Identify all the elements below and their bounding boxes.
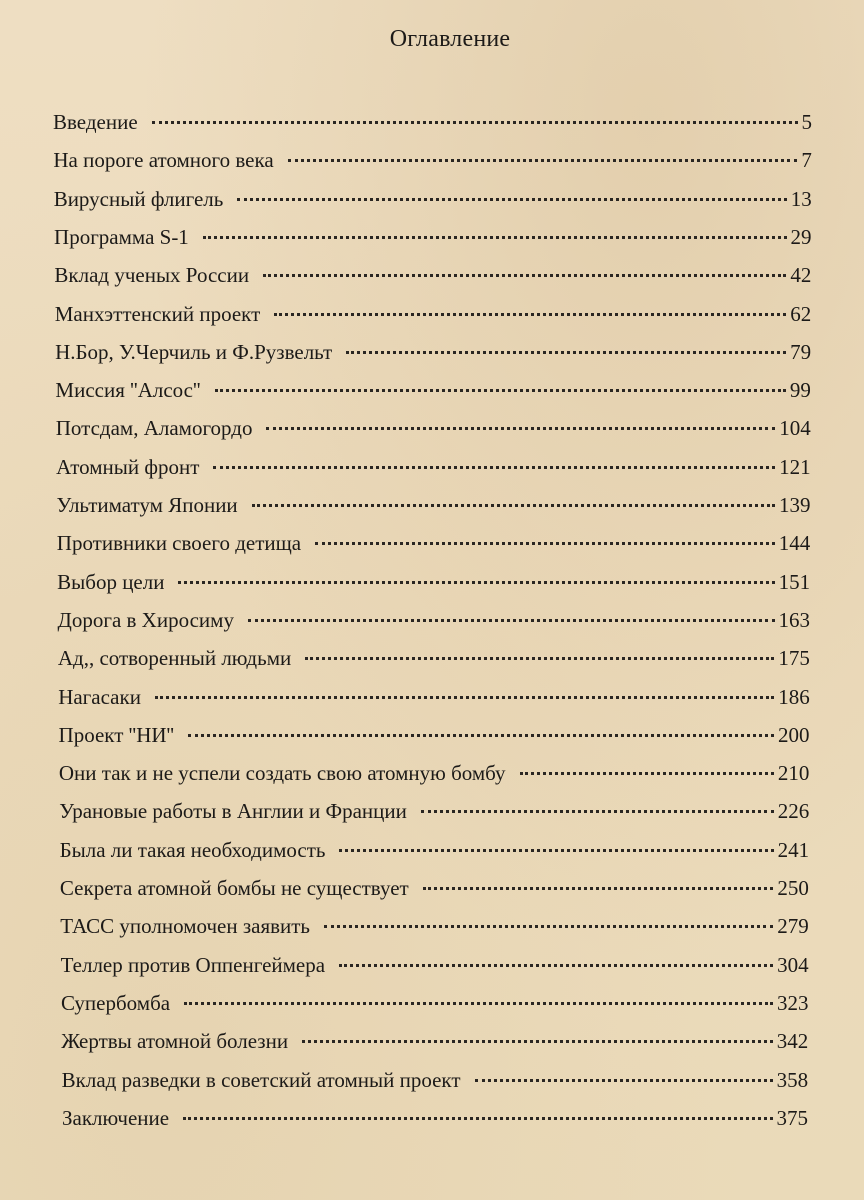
toc-entry-page-number: 186 xyxy=(778,684,810,709)
toc-entry-title: Жертвы атомной болезни xyxy=(61,1029,289,1054)
toc-entry xyxy=(61,1022,808,1060)
dot-leader xyxy=(184,1002,773,1005)
dot-leader xyxy=(155,696,774,699)
toc-entry xyxy=(55,371,811,409)
toc-entry xyxy=(53,141,812,179)
dot-leader xyxy=(274,313,786,316)
dot-leader xyxy=(520,772,774,775)
toc-entry-page-number: 144 xyxy=(778,531,811,556)
toc-entry xyxy=(59,716,810,754)
toc-entry-page-number: 279 xyxy=(777,914,809,939)
toc-entry-page-number: 241 xyxy=(777,837,810,862)
toc-entry-title: Вклад разведки в советский атомный проект xyxy=(61,1067,461,1092)
toc-entry xyxy=(58,601,811,639)
dot-leader xyxy=(252,504,775,507)
dot-leader xyxy=(237,198,786,201)
toc-entry-title: Заключение xyxy=(62,1105,170,1130)
toc-entry-title: Проект ''НИ'' xyxy=(58,722,175,747)
toc-entry-page-number: 5 xyxy=(801,110,812,134)
dot-leader xyxy=(203,236,787,239)
dot-leader xyxy=(302,1040,773,1043)
dot-leader xyxy=(188,734,774,737)
toc-entry-page-number: 250 xyxy=(777,876,809,900)
toc-entry-title: Была ли такая необходимость xyxy=(59,837,326,862)
toc-entry xyxy=(59,792,809,830)
toc-entry xyxy=(60,869,809,907)
toc-entry-title: Противники своего детища xyxy=(56,531,302,556)
toc-entry-title: На пороге атомного века xyxy=(53,148,274,173)
toc-entry-page-number: 304 xyxy=(777,952,809,977)
toc-entry-title: Нагасаки xyxy=(58,684,141,709)
page-title: Оглавление xyxy=(389,26,511,52)
toc-entry xyxy=(61,946,809,984)
toc-entry-page-number: 163 xyxy=(778,607,810,632)
dot-leader xyxy=(315,542,775,545)
dot-leader xyxy=(475,1079,773,1082)
dot-leader xyxy=(213,466,775,469)
dot-leader xyxy=(248,619,775,622)
dot-leader xyxy=(339,849,773,852)
toc-entry xyxy=(62,1099,808,1137)
dot-leader xyxy=(423,887,774,890)
dot-leader xyxy=(346,351,786,354)
toc-entry xyxy=(58,678,810,716)
toc-entry-page-number: 104 xyxy=(779,416,811,441)
toc-entry-title: Атомный фронт xyxy=(56,454,200,479)
toc-entry-title: Миссия ''Алсос'' xyxy=(55,378,201,403)
toc-entry xyxy=(60,907,809,945)
toc-entry xyxy=(57,524,811,562)
toc-entry-title: Секрета атомной бомбы не существует xyxy=(59,876,409,900)
toc-entry-title: Они так и не успели создать свою атомную бомбу xyxy=(58,761,506,786)
toc-entry-page-number: 375 xyxy=(776,1105,808,1130)
toc-entry-page-number: 13 xyxy=(790,186,812,211)
toc-entry-page-number: 99 xyxy=(789,378,811,403)
toc-entry-title: Вклад ученых России xyxy=(54,263,250,288)
toc-entry-page-number: 29 xyxy=(790,224,812,249)
dot-leader xyxy=(215,389,786,392)
toc-entry-page-number: 121 xyxy=(779,454,811,479)
toc-entry-title: Урановые работы в Англии и Франции xyxy=(59,799,407,824)
toc-entry-page-number: 139 xyxy=(778,493,811,517)
toc-entry-title: Дорога в Хиросиму xyxy=(57,607,234,632)
toc-entry-title: Введение xyxy=(53,110,138,134)
dot-leader xyxy=(305,657,774,660)
toc-entry-page-number: 151 xyxy=(778,569,811,594)
toc-entry xyxy=(55,295,812,333)
toc-entry-page-number: 342 xyxy=(776,1029,809,1054)
toc-entry-page-number: 226 xyxy=(777,799,810,824)
dot-leader xyxy=(183,1117,772,1120)
toc-entry-title: Супербомба xyxy=(60,990,171,1015)
dot-leader xyxy=(324,925,773,928)
toc-entry-page-number: 200 xyxy=(778,722,810,747)
dot-leader xyxy=(266,427,775,430)
toc-entry-title: Потсдам, Аламогордо xyxy=(55,416,253,441)
toc-entry-page-number: 7 xyxy=(801,148,812,173)
toc-entry-title: Ультиматум Японии xyxy=(56,493,238,517)
toc-entry-title: Ад,, сотворенный людьми xyxy=(57,646,292,671)
toc-entry xyxy=(53,103,812,141)
toc-entry xyxy=(56,448,811,486)
toc-entry xyxy=(55,333,811,371)
toc-entry xyxy=(62,1061,809,1099)
dot-leader xyxy=(339,964,773,967)
toc-entry xyxy=(54,180,812,218)
toc-entry-page-number: 42 xyxy=(790,263,812,288)
toc-entry xyxy=(58,639,810,677)
toc-entry xyxy=(60,831,810,869)
toc-entry-page-number: 79 xyxy=(790,339,812,364)
dot-leader xyxy=(288,159,798,162)
toc-entry-title: Программа S-1 xyxy=(54,224,189,249)
toc-entry xyxy=(61,984,809,1022)
toc-entry xyxy=(57,563,810,601)
toc-entry-page-number: 358 xyxy=(776,1067,809,1092)
dot-leader xyxy=(178,581,774,584)
toc-entry-title: ТАСС уполномочен заявить xyxy=(60,914,311,939)
dot-leader xyxy=(152,121,798,124)
toc-entry xyxy=(54,218,812,256)
toc-entry-title: Вирусный флигель xyxy=(53,186,224,211)
toc-entry xyxy=(54,256,811,294)
toc-entry-title: Н.Бор, У.Черчиль и Ф.Рузвельт xyxy=(55,339,333,364)
toc-entry-page-number: 62 xyxy=(790,301,812,326)
toc-entry-page-number: 323 xyxy=(776,990,809,1015)
toc-entry-page-number: 175 xyxy=(778,646,810,671)
dot-leader xyxy=(421,810,774,813)
toc-entry-title: Выбор цели xyxy=(57,569,165,594)
toc-entry xyxy=(59,754,810,792)
toc-entry-page-number: 210 xyxy=(777,761,810,786)
dot-leader xyxy=(263,274,786,277)
toc-entry xyxy=(56,409,811,447)
toc-entry xyxy=(56,486,810,524)
toc-entry-title: Манхэттенский проект xyxy=(54,301,261,326)
toc-entry-title: Теллер против Оппенгеймера xyxy=(60,952,326,977)
